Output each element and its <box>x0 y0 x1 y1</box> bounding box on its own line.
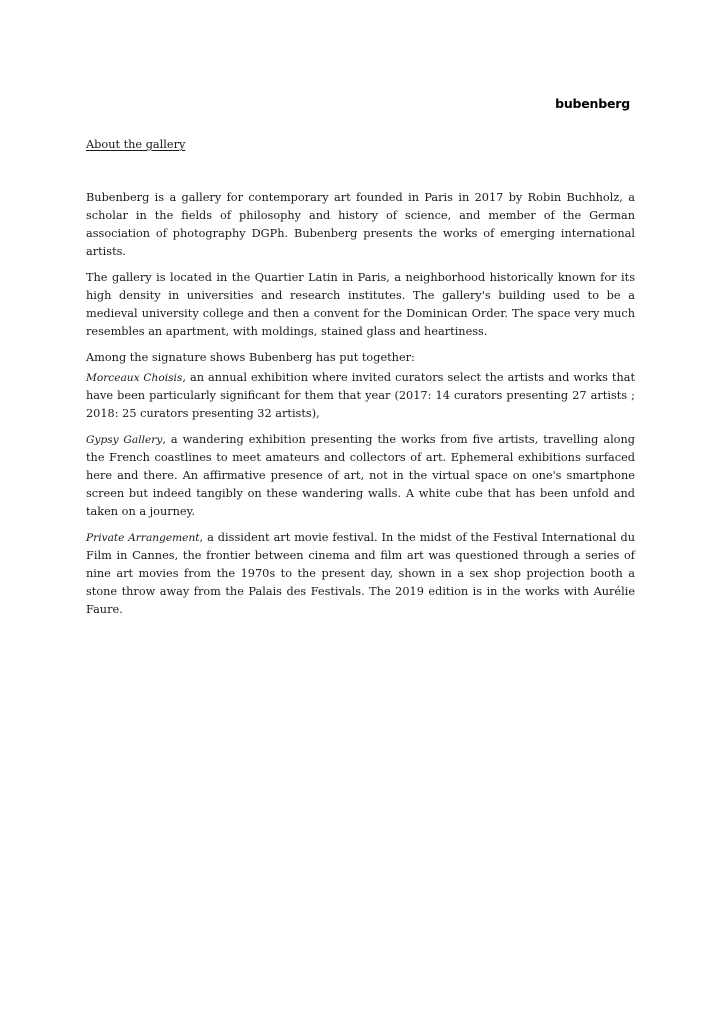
paragraph-gypsy-gallery <box>86 431 635 521</box>
paragraph-text: Among the signature shows Bubenberg has put together: <box>86 351 415 364</box>
paragraph-signature-shows <box>86 349 635 367</box>
page-title: About the gallery <box>86 138 186 151</box>
show-title: Morceaux Choisis <box>86 372 183 384</box>
show-title: Gypsy Gallery <box>86 434 163 446</box>
document-body <box>86 189 635 627</box>
paragraph-morceaux-choisis <box>86 369 635 423</box>
paragraph-location <box>86 269 635 341</box>
brand-logo: bubenberg <box>555 96 630 111</box>
paragraph-text: , an annual exhibition where invited curators select the artists and works that have been particularly significant for them that year (2017: 14 curators presenting 27 artists ; 2018: 25 curators presenting 32 artists), <box>86 371 635 420</box>
paragraph-private-arrangement <box>86 529 635 619</box>
paragraph-intro <box>86 189 635 261</box>
show-title: Private Arrangement <box>86 532 200 544</box>
paragraph-text: , a dissident art movie festival. In the midst of the Festival International du Film in Cannes, the frontier between cinema and film art was questioned through a series of nine art movies from the 1970s to the present day, shown in a sex shop projection booth a stone throw away from the Palais des Festivals. The 2019 edition is in the works with Aurélie Faure. <box>86 531 635 616</box>
paragraph-text: , a wandering exhibition presenting the works from five artists, travelling along the French coastlines to meet amateurs and collectors of art. Ephemeral exhibitions surfaced here and there. An affirmative presence of art, not in the virtual space on one's smartphone screen but indeed tangibly on these wandering walls. A white cube that has been unfold and taken on a journey. <box>86 433 635 518</box>
paragraph-text: Bubenberg is a gallery for contemporary art founded in Paris in 2017 by Robin Buchholz, a scholar in the fields of philosophy and history of science, and member of the German association of photography DGPh. Bubenberg presents the works of emerging international artists. <box>86 191 635 258</box>
paragraph-text: The gallery is located in the Quartier Latin in Paris, a neighborhood historically known for its high density in universities and research institutes. The gallery's building used to be a medieval university college and then a convent for the Dominican Order. The space very much resembles an apartment, with moldings, stained glass and heartiness. <box>86 271 635 338</box>
